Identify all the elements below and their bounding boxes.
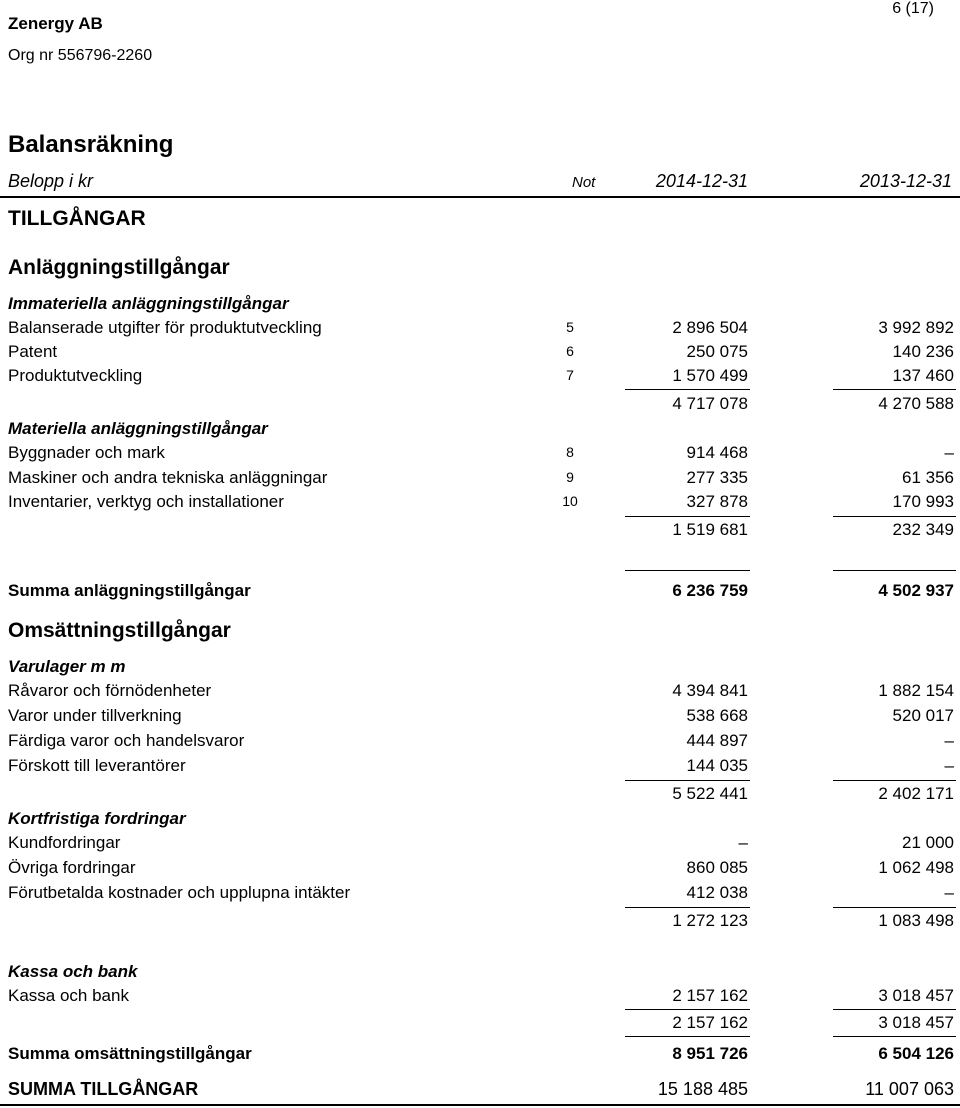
subtotal-value-2013: 232 349 — [892, 520, 954, 539]
table-row — [0, 833, 960, 857]
row-label: Förskott till leverantörer — [8, 756, 186, 775]
grand-total-row — [0, 1079, 960, 1103]
row-value-2014: 444 897 — [686, 731, 748, 750]
table-row — [0, 681, 960, 705]
row-value-2013: 520 017 — [892, 706, 954, 725]
row-label: Varor under tillverkning — [8, 706, 182, 725]
table-row — [0, 342, 960, 366]
row-value-2014: 2 157 162 — [672, 986, 748, 1005]
row-value-2013: 1 062 498 — [878, 858, 954, 877]
subtotal-value-2014: 5 522 441 — [672, 784, 748, 803]
row-label: Råvaror och förnödenheter — [8, 681, 212, 700]
row-label: Byggnader och mark — [8, 443, 165, 462]
row-label: Produktutveckling — [8, 366, 143, 385]
table-row — [0, 366, 960, 390]
subtotal-rule — [625, 389, 750, 390]
row-value-2013: 137 460 — [892, 366, 954, 385]
subtotal-rule — [625, 780, 750, 781]
subtotal-value-2013: 3 018 457 — [878, 1013, 954, 1032]
row-note: 8 — [566, 444, 574, 460]
row-value-2013: 3 992 892 — [878, 318, 954, 337]
row-note: 6 — [566, 343, 574, 359]
subtotal-row — [0, 394, 960, 418]
row-note: 7 — [566, 367, 574, 383]
subtotal-rule — [833, 907, 956, 908]
total-row — [0, 1044, 960, 1068]
table-row — [0, 443, 960, 467]
table-row — [0, 731, 960, 755]
total-value-2013: 4 502 937 — [878, 581, 954, 600]
row-value-2013: 61 356 — [902, 468, 954, 487]
current-assets-heading: Omsättningstillgångar — [8, 619, 231, 642]
row-label: Inventarier, verktyg och installationer — [8, 492, 284, 511]
table-row — [0, 706, 960, 730]
row-value-2014: 327 878 — [686, 492, 748, 511]
row-value-2013: 140 236 — [892, 342, 954, 361]
assets-heading: TILLGÅNGAR — [8, 207, 146, 230]
row-label: Balanserade utgifter för produktutveckling — [8, 318, 322, 337]
subtotal-rule — [833, 389, 956, 390]
grand-total-label: SUMMA TILLGÅNGAR — [8, 1079, 199, 1099]
row-value-2013: – — [944, 883, 954, 902]
row-label: Färdiga varor och handelsvaror — [8, 731, 245, 750]
intangible-assets-heading: Immateriella anläggningstillgångar — [8, 294, 289, 313]
subtotal-row — [0, 1013, 960, 1037]
row-value-2014: 538 668 — [686, 706, 748, 725]
org-number: Org nr 556796-2260 — [8, 47, 153, 64]
row-value-2013: 170 993 — [892, 492, 954, 511]
column-label-2013: 2013-12-31 — [859, 171, 952, 191]
subtotal-rule — [625, 516, 750, 517]
subtotal-rule — [625, 1009, 750, 1010]
tangible-assets-heading: Materiella anläggningstillgångar — [8, 419, 268, 438]
row-value-2013: 3 018 457 — [878, 986, 954, 1005]
column-label-2014: 2014-12-31 — [655, 171, 748, 191]
subtotal-value-2013: 4 270 588 — [878, 394, 954, 413]
subtotal-value-2014: 1 272 123 — [672, 911, 748, 930]
table-row — [0, 986, 960, 1010]
row-value-2014: 914 468 — [686, 443, 748, 462]
table-row — [0, 318, 960, 342]
column-label-note: Not — [572, 174, 596, 191]
row-value-2014: 250 075 — [686, 342, 748, 361]
row-value-2014: 412 038 — [686, 883, 748, 902]
row-note: 9 — [566, 469, 574, 485]
table-row — [0, 883, 960, 907]
row-value-2014: 860 085 — [686, 858, 748, 877]
header-rule — [0, 196, 960, 198]
total-rule — [833, 570, 956, 571]
total-rule — [625, 1036, 750, 1037]
table-row — [0, 492, 960, 516]
subtotal-rule — [833, 780, 956, 781]
row-value-2013: – — [944, 756, 954, 775]
row-note: 5 — [566, 319, 574, 335]
row-value-2013: 21 000 — [902, 833, 954, 852]
subtotal-row — [0, 520, 960, 544]
page-number: 6 (17) — [892, 0, 934, 17]
grand-total-rule — [0, 1104, 960, 1106]
table-row — [0, 756, 960, 780]
receivables-heading: Kortfristiga fordringar — [8, 809, 186, 828]
total-value-2014: 8 951 726 — [672, 1044, 748, 1063]
row-note: 10 — [562, 493, 578, 509]
total-rule — [833, 1036, 956, 1037]
row-value-2013: 1 882 154 — [878, 681, 954, 700]
company-name: Zenergy AB — [8, 14, 103, 33]
inventory-heading: Varulager m m — [8, 657, 126, 676]
row-label: Maskiner och andra tekniska anläggningar — [8, 468, 328, 487]
table-row — [0, 858, 960, 882]
row-value-2014: 2 896 504 — [672, 318, 748, 337]
grand-total-value-2014: 15 188 485 — [657, 1079, 748, 1099]
row-value-2014: – — [738, 833, 748, 852]
subtotal-row — [0, 911, 960, 935]
total-label: Summa anläggningstillgångar — [8, 581, 251, 600]
subtotal-value-2014: 1 519 681 — [672, 520, 748, 539]
subtotal-rule — [833, 1009, 956, 1010]
row-label: Kassa och bank — [8, 986, 129, 1005]
row-value-2014: 1 570 499 — [672, 366, 748, 385]
table-row — [0, 468, 960, 492]
subtotal-value-2014: 2 157 162 — [672, 1013, 748, 1032]
subtotal-row — [0, 784, 960, 808]
row-label: Kundfordringar — [8, 833, 121, 852]
total-rule — [625, 570, 750, 571]
subtotal-value-2014: 4 717 078 — [672, 394, 748, 413]
subtotal-rule — [625, 907, 750, 908]
row-label: Patent — [8, 342, 58, 361]
grand-total-value-2013: 11 007 063 — [865, 1079, 954, 1099]
cash-heading: Kassa och bank — [8, 962, 138, 981]
total-row — [0, 581, 960, 605]
row-label: Förutbetalda kostnader och upplupna intäkter — [8, 883, 351, 902]
row-value-2014: 4 394 841 — [672, 681, 748, 700]
row-value-2014: 277 335 — [686, 468, 748, 487]
total-value-2014: 6 236 759 — [672, 581, 748, 600]
row-value-2013: – — [944, 731, 954, 750]
row-value-2013: – — [944, 443, 954, 462]
page-title: Balansräkning — [8, 131, 174, 158]
row-value-2014: 144 035 — [686, 756, 748, 775]
row-label: Övriga fordringar — [8, 858, 136, 877]
subtotal-value-2013: 1 083 498 — [878, 911, 954, 930]
fixed-assets-heading: Anläggningstillgångar — [8, 256, 230, 279]
total-label: Summa omsättningstillgångar — [8, 1044, 252, 1063]
subtotal-rule — [833, 516, 956, 517]
subtotal-value-2013: 2 402 171 — [878, 784, 954, 803]
total-value-2013: 6 504 126 — [878, 1044, 954, 1063]
column-label-amount: Belopp i kr — [8, 171, 94, 191]
